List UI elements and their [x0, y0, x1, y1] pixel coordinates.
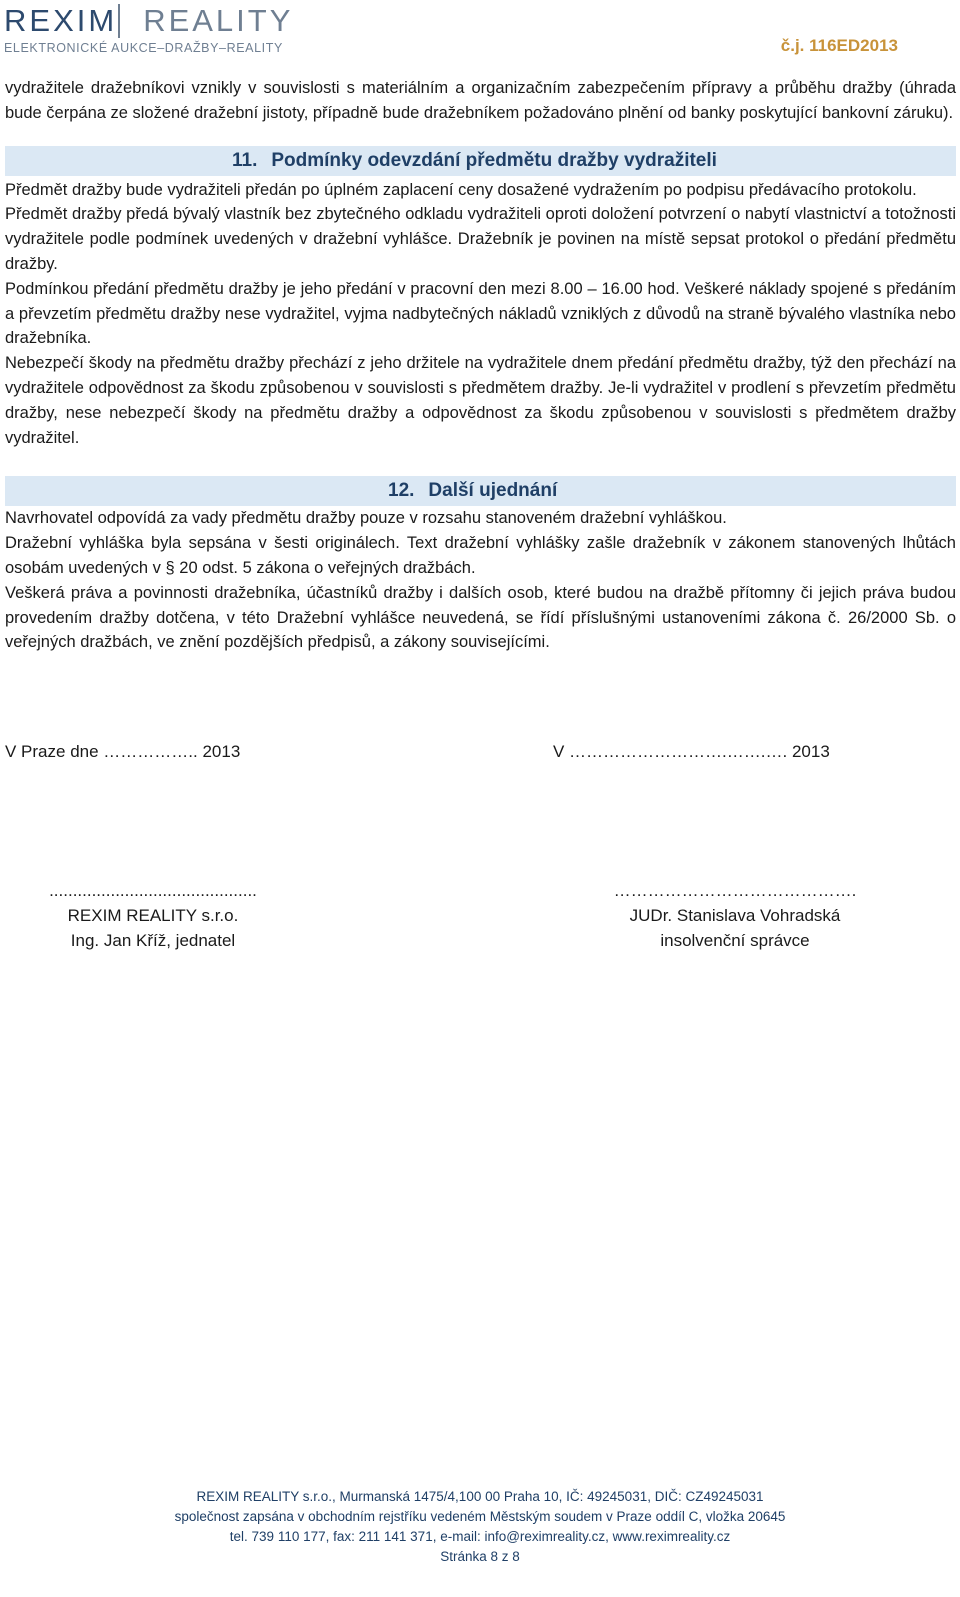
place-date-right: V ……………………….…….…. 2013	[553, 742, 830, 761]
signatory-name: JUDr. Stanislava Vohradská	[629, 906, 841, 925]
logo-divider	[118, 4, 120, 38]
section-12-heading	[5, 476, 956, 506]
section-11-number: 11.	[232, 149, 258, 171]
company-logo	[4, 2, 294, 58]
section-11-title	[232, 150, 717, 172]
section-12-paragraph: Dražební vyhláška byla sepsána v šesti originálech. Text dražební vyhlášky zašle dražebník v zákonem stanovených lhůtách osobám uvedených v § 20 odst. 5 zákona o veřejných dražbách.	[5, 534, 956, 577]
section-12-title-text: Další ujednání	[428, 480, 558, 502]
section-12-paragraph: Navrhovatel odpovídá za vady předmětu dražby pouze v rozsahu stanoveném dražební vyhláškou.	[5, 509, 727, 528]
footer-contact: tel. 739 110 177, fax: 211 141 371, e-mail: info@reximreality.cz, www.reximreality.cz	[229, 1529, 731, 1544]
signatory-name: Ing. Jan Kříž, jednatel	[70, 931, 236, 950]
signature-line: ............................................	[49, 881, 257, 900]
section-12-number: 12.	[388, 480, 415, 502]
signature-insolvency-administrator	[590, 878, 880, 953]
page-header	[0, 0, 960, 62]
section-11-paragraph: Podmínkou předání předmětu dražby je jeho předání v pracovní den mezi 8.00 – 16.00 hod. Veškeré náklady spojené s předáním a převzetím předmětu dražby nese vydražitel, vyjma nadbytečných nákladů vzniklých z důvodů na straně bývalého vlastníka nebo dražebníka.	[5, 279, 956, 348]
place-date-left: V Praze dne …………….. 2013	[5, 742, 241, 761]
logo-tagline: ELEKTRONICKÉ AUKCE–DRAŽBY–REALITY	[4, 41, 283, 55]
footer-company-address: REXIM REALITY s.r.o., Murmanská 1475/4,100 00 Praha 10, IČ: 49245031, DIČ: CZ49245031	[196, 1489, 764, 1504]
signatory-role: insolvenční správce	[660, 931, 810, 950]
section-11-heading	[5, 146, 956, 176]
logo-word-rexim: REXIM	[4, 3, 118, 38]
section-11-title-text: Podmínky odevzdání předmětu dražby vydražiteli	[271, 149, 717, 171]
footer-registration: společnost zapsána v obchodním rejstříku vedeném Městským soudem v Praze oddíl C, vložka 20645	[174, 1509, 786, 1524]
logo-word-reality: REALITY	[143, 3, 294, 38]
section-11-paragraph: Předmět dražby bude vydražiteli předán po úplném zaplacení ceny dosažené vydražením po podpisu předávacího protokolu.	[5, 180, 917, 199]
section-11-paragraph: Předmět dražby předá bývalý vlastník bez zbytečného odkladu vydražiteli oproti doložení potvrzení o nabytí vlastnictví a totožnosti vydražitele podle podmínek uvedených v dražební vyhlášce. Dražebník je povinen na místě sepsat protokol o předání předmětu dražby.	[5, 205, 956, 273]
logo-wordmark	[4, 2, 293, 40]
section-12-paragraph: Veškerá práva a povinnosti dražebníka, účastníků dražby i dalších osob, které budou na dražbě přítomny či jejich práva budou provedením dražby dotčena, v této Dražební vyhlášce neuvedená, se řídí příslušnými ustanoveními zákona č. 26/2000 Sb. o veřejných dražbách, ve znění pozdějších předpisů, a zákony souvisejícími.	[5, 583, 956, 652]
signature-auctioneer	[22, 878, 284, 953]
reference-number: č.j. 116ED2013	[780, 36, 898, 55]
signature-line: …………………………………….	[613, 881, 857, 900]
signatory-company: REXIM REALITY s.r.o.	[67, 906, 239, 925]
page-footer	[0, 1487, 960, 1567]
intro-paragraph: vydražitele dražebníkovi vznikly v souvislosti s materiálním a organizačním zabezpečením přípravy a průběhu dražby (úhrada bude čerpána ze složené dražební jistoty, případně bude dražebníkem požadováno plnění od banky poskytující bankovní záruku).	[5, 79, 956, 122]
document-body	[5, 76, 956, 655]
section-12-title	[388, 480, 557, 502]
section-11-paragraph: Nebezpečí škody na předmětu dražby přechází z jeho držitele na vydražitele dnem předání předmětu dražby, týž den přechází na vydražitele odpovědnost za škodu způsobenou v souvislosti s předmětem dražby. Je-li vydražitel v prodlení s převzetím předmětu dražby, nese nebezpečí škody na předmětu dražby a odpovědnost za škodu způsobenou v souvislosti s předmětem dražby vydražitel.	[5, 354, 956, 447]
page-number: Stránka 8 z 8	[440, 1549, 520, 1564]
